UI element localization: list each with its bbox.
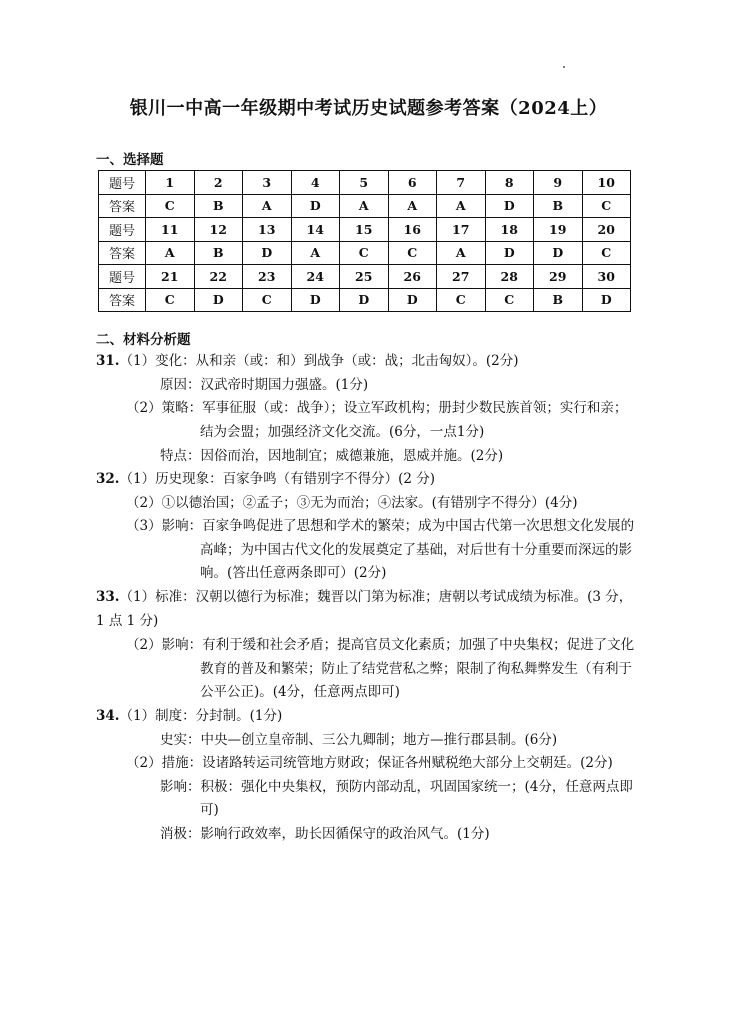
- q34-line6: 消极：影响行政效率，助长因循保守的政治风气。(1分): [160, 826, 490, 842]
- answer-letter-cell: D: [243, 241, 292, 265]
- question-number-cell: 30: [582, 265, 631, 289]
- question-number-cell: 1: [146, 171, 195, 195]
- question-number-cell: 7: [437, 171, 486, 195]
- question-number-cell: 24: [291, 265, 340, 289]
- question-number-cell: 29: [534, 265, 583, 289]
- row-label-answer: 答案: [99, 194, 146, 218]
- answer-letter-cell: A: [388, 194, 437, 218]
- answer-row: [99, 288, 631, 312]
- row-label-question: 题号: [99, 171, 146, 195]
- question-number-cell: 5: [340, 171, 389, 195]
- q34-line5: 可): [200, 802, 219, 818]
- answer-table: [98, 170, 631, 312]
- answer-letter-cell: D: [534, 241, 583, 265]
- q31-number: 31.: [96, 353, 120, 369]
- q31-line4: 结为会盟；加强经济文化交流。(6分，一点1分): [200, 424, 485, 440]
- question-number-cell: 21: [146, 265, 195, 289]
- row-label-answer: 答案: [99, 241, 146, 265]
- q33-line5: 公平公正)。(4分，任意两点即可): [200, 684, 400, 700]
- answer-row: [99, 241, 631, 265]
- answer-letter-cell: C: [582, 194, 631, 218]
- q34-line1: [96, 708, 282, 724]
- row-label-question: 题号: [99, 265, 146, 289]
- answer-letter-cell: A: [437, 241, 486, 265]
- q32-line4: 高峰；为中国古代文化的发展奠定了基础，对后世有十分重要而深远的影: [200, 542, 632, 558]
- answer-letter-cell: A: [146, 241, 195, 265]
- q34-part1: （1）制度：分封制。(1分): [119, 708, 283, 724]
- question-number-cell: 4: [291, 171, 340, 195]
- question-number-cell: 26: [388, 265, 437, 289]
- answer-letter-cell: A: [437, 194, 486, 218]
- q32-line5: 响。(答出任意两条即可）(2分): [200, 565, 387, 581]
- q34-line2: 史实：中央—创立皇帝制、三公九卿制；地方—推行郡县制。(6分): [160, 732, 558, 748]
- answer-letter-cell: D: [291, 194, 340, 218]
- answer-letter-cell: B: [194, 241, 243, 265]
- question-number-cell: 23: [243, 265, 292, 289]
- q34-line3: （2）措施：设诸路转运司统管地方财政；保证各州赋税绝大部分上交朝廷。(2分): [126, 755, 613, 771]
- answer-letter-cell: D: [582, 288, 631, 312]
- q34-number: 34.: [96, 708, 120, 724]
- row-label-question: 题号: [99, 218, 146, 242]
- q32-part1: （1）历史现象：百家争鸣（有错别字不得分）(2 分): [119, 471, 436, 487]
- answer-letter-cell: C: [485, 288, 534, 312]
- q34-line4: 影响：积极：强化中央集权，预防内部动乱，巩固国家统一；(4分，任意两点即: [160, 779, 633, 795]
- row-label-answer: 答案: [99, 288, 146, 312]
- section2-heading: 二、材料分析题: [96, 332, 191, 348]
- answer-row: [99, 194, 631, 218]
- q32-number: 32.: [96, 471, 120, 487]
- section1-heading: 一、选择题: [96, 152, 164, 168]
- question-number-cell: 22: [194, 265, 243, 289]
- question-number-cell: 28: [485, 265, 534, 289]
- q31-line3: （2）策略：军事征服（或：战争）；设立军政机构；册封少数民族首领；实行和亲；: [126, 400, 628, 416]
- answer-letter-cell: A: [243, 194, 292, 218]
- q32-line2: （2）①以德治国；②孟子；③无为而治；④法家。(有错别字不得分）(4分): [126, 495, 578, 511]
- question-number-row: [99, 265, 631, 289]
- answer-letter-cell: B: [534, 288, 583, 312]
- question-number-cell: 20: [582, 218, 631, 242]
- q33-line3: （2）影响：有利于缓和社会矛盾；提高官员文化素质；加强了中央集权；促进了文化: [126, 637, 635, 653]
- q31-line5: 特点：因俗而治，因地制宜；威德兼施，恩威并施。(2分): [160, 448, 504, 464]
- answer-letter-cell: D: [340, 288, 389, 312]
- question-number-cell: 17: [437, 218, 486, 242]
- q33-line1: [96, 589, 632, 605]
- answer-letter-cell: D: [388, 288, 437, 312]
- question-number-cell: 3: [243, 171, 292, 195]
- page-title: 银川一中高一年级期中考试历史试题参考答案（2024上）: [129, 98, 608, 119]
- answer-letter-cell: D: [291, 288, 340, 312]
- answer-letter-cell: C: [243, 288, 292, 312]
- answer-letter-cell: B: [194, 194, 243, 218]
- question-number-cell: 19: [534, 218, 583, 242]
- question-number-cell: 27: [437, 265, 486, 289]
- answer-letter-cell: C: [582, 241, 631, 265]
- q33-part1: （1）标准：汉朝以德行为标准；魏晋以门第为标准；唐朝以考试成绩为标准。(3 分，: [119, 589, 633, 605]
- question-number-cell: 15: [340, 218, 389, 242]
- question-number-cell: 12: [194, 218, 243, 242]
- q33-line4: 教育的普及和繁荣；防止了结党营私之弊；限制了徇私舞弊发生（有利于: [200, 661, 632, 677]
- question-number-cell: 14: [291, 218, 340, 242]
- question-number-row: [99, 218, 631, 242]
- answer-letter-cell: A: [291, 241, 340, 265]
- question-number-cell: 9: [534, 171, 583, 195]
- answer-letter-cell: C: [437, 288, 486, 312]
- answer-letter-cell: C: [340, 241, 389, 265]
- answer-letter-cell: C: [388, 241, 437, 265]
- question-number-cell: 10: [582, 171, 631, 195]
- question-number-cell: 8: [485, 171, 534, 195]
- answer-letter-cell: A: [340, 194, 389, 218]
- answer-letter-cell: D: [485, 194, 534, 218]
- question-number-cell: 16: [388, 218, 437, 242]
- answer-letter-cell: C: [146, 194, 195, 218]
- question-number-cell: 11: [146, 218, 195, 242]
- q32-line3: （3）影响：百家争鸣促进了思想和学术的繁荣；成为中国古代第一次思想文化发展的: [126, 518, 635, 534]
- question-number-row: [99, 171, 631, 195]
- q32-line1: [96, 471, 435, 487]
- question-number-cell: 13: [243, 218, 292, 242]
- q31-line2: 原因：汉武帝时期国力强盛。(1分): [160, 377, 369, 393]
- q33-number: 33.: [96, 589, 120, 605]
- question-number-cell: 2: [194, 171, 243, 195]
- scan-speck: [563, 66, 565, 68]
- answer-letter-cell: D: [485, 241, 534, 265]
- answer-letter-cell: D: [194, 288, 243, 312]
- question-number-cell: 25: [340, 265, 389, 289]
- q31-line1: [96, 353, 518, 369]
- q33-line2: 1 点 1 分): [96, 613, 159, 629]
- answer-letter-cell: B: [534, 194, 583, 218]
- question-number-cell: 6: [388, 171, 437, 195]
- question-number-cell: 18: [485, 218, 534, 242]
- q31-part1: （1）变化：从和亲（或：和）到战争（或：战；北击匈奴）。(2分): [119, 353, 519, 369]
- answer-letter-cell: C: [146, 288, 195, 312]
